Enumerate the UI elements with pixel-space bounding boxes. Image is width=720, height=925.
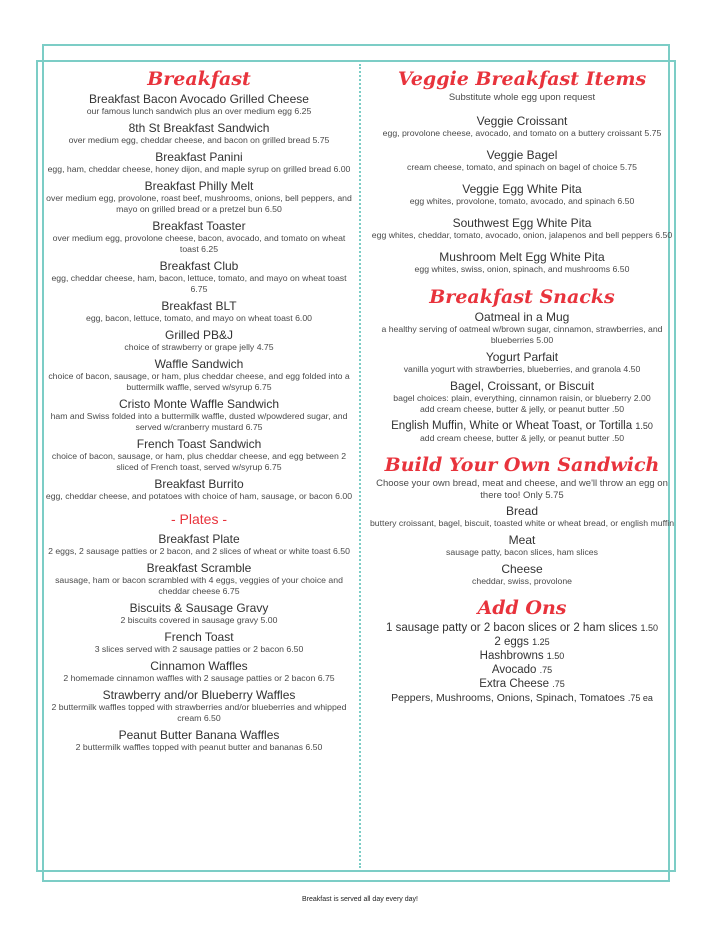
menu-item <box>369 148 675 173</box>
addon-price: 1.50 <box>640 623 658 633</box>
addon-name: 2 eggs <box>494 636 529 648</box>
menu-item <box>44 728 354 753</box>
item-name: French Toast Sandwich <box>136 437 262 451</box>
snacks-heading: Breakfast Snacks <box>429 286 615 308</box>
item-name: Cristo Monte Waffle Sandwich <box>118 397 280 411</box>
addon-name: Hashbrowns <box>479 650 544 662</box>
breakfast-heading: Breakfast <box>147 68 251 90</box>
item-desc: egg, cheddar cheese, ham, bacon, lettuce, tomato, and mayo on wheat toast 6.75 <box>51 273 347 294</box>
item-name: Bagel, Croissant, or Biscuit <box>449 379 595 393</box>
menu-item <box>369 350 675 375</box>
item-desc: 2 buttermilk waffles topped with peanut butter and bananas 6.50 <box>75 742 323 752</box>
item-desc: cheddar, swiss, provolone <box>472 576 572 586</box>
plates-heading: - Plates - <box>170 511 227 527</box>
menu-item <box>44 121 354 146</box>
addon-item <box>369 635 675 649</box>
item-name: Veggie Bagel <box>486 148 558 162</box>
menu-item <box>44 601 354 626</box>
item-desc: egg, provolone cheese, avocado, and tomato on a buttery croissant 5.75 <box>382 128 662 138</box>
item-name: Oatmeal in a Mug <box>474 310 570 324</box>
item-price: 1.50 <box>635 421 653 431</box>
veggie-note: Substitute whole egg upon request <box>448 92 596 103</box>
addon-price: .75 ea <box>627 693 653 703</box>
item-name: Bread <box>505 504 539 518</box>
item-desc: egg, cheddar cheese, and potatoes with choice of ham, sausage, or bacon 6.00 <box>45 491 353 501</box>
item-desc: choice of strawberry or grape jelly 4.75 <box>124 342 274 352</box>
item-desc: buttery croissant, bagel, biscuit, toasted white or wheat bread, or english muffin <box>369 518 675 528</box>
item-desc: egg whites, provolone, tomato, avocado, and spinach 6.50 <box>409 196 635 206</box>
menu-item <box>44 179 354 215</box>
addon-item <box>369 621 675 635</box>
item-desc: 3 slices served with 2 sausage patties or 2 bacon 6.50 <box>94 644 304 654</box>
item-desc: choice of bacon, sausage, or ham, plus cheddar cheese, and egg folded into a buttermilk waffle, served w/syrup 6.75 <box>48 371 350 392</box>
addon-price: .75 <box>552 679 565 689</box>
menu-item <box>44 259 354 295</box>
item-desc: add cream cheese, butter & jelly, or peanut butter .50 <box>419 404 625 414</box>
addon-price: .75 <box>539 665 553 675</box>
item-name: Breakfast Club <box>159 259 239 273</box>
item-desc: egg, ham, cheddar cheese, honey dijon, and maple syrup on grilled bread 6.00 <box>47 164 351 174</box>
item-name: Peanut Butter Banana Waffles <box>118 728 280 742</box>
addon-item <box>369 691 675 705</box>
item-desc: vanilla yogurt with strawberries, blueberries, and granola 4.50 <box>403 364 641 374</box>
addon-price: 1.50 <box>546 651 565 661</box>
item-name: Biscuits & Sausage Gravy <box>129 601 269 615</box>
item-name: Grilled PB&J <box>164 328 234 342</box>
item-name: Cheese <box>501 562 543 576</box>
item-name: Breakfast Plate <box>158 532 240 546</box>
menu-item <box>44 630 354 655</box>
item-name: Breakfast Bacon Avocado Grilled Cheese <box>89 92 309 106</box>
addon-item <box>369 677 675 691</box>
item-desc: over medium egg, provolone cheese, bacon, avocado, and tomato on wheat toast 6.25 <box>52 233 346 254</box>
item-name: Meat <box>508 533 536 547</box>
menu-item <box>369 250 675 275</box>
menu-item <box>44 92 354 117</box>
item-name: French Toast <box>164 630 234 644</box>
item-desc: egg whites, cheddar, tomato, avocado, onion, jalapenos and bell peppers 6.50 <box>371 230 673 240</box>
item-desc: our famous lunch sandwich plus an over medium egg 6.25 <box>86 106 312 116</box>
item-name: Mushroom Melt Egg White Pita <box>439 250 605 264</box>
right-column <box>369 66 675 705</box>
item-desc: 2 biscuits covered in sausage gravy 5.00 <box>120 615 278 625</box>
item-name: Breakfast Panini <box>155 150 243 164</box>
menu-item <box>369 216 675 241</box>
item-name: Breakfast Philly Melt <box>144 179 254 193</box>
item-desc: 2 eggs, 2 sausage patties or 2 bacon, and 2 slices of wheat or white toast 6.50 <box>48 546 350 556</box>
addon-name: Peppers, Mushrooms, Onions, Spinach, Tomatoes <box>391 692 625 704</box>
addon-item <box>369 663 675 677</box>
menu-item <box>44 219 354 255</box>
addon-name: 1 sausage patty or 2 bacon slices or 2 ham slices <box>386 622 638 634</box>
menu-item <box>44 437 354 473</box>
item-desc: sausage, ham or bacon scrambled with 4 eggs, veggies of your choice and cheddar cheese 6.75 <box>55 575 343 596</box>
footer-note: Breakfast is served all day every day! <box>302 896 418 903</box>
item-desc: over medium egg, cheddar cheese, and bacon on grilled bread 5.75 <box>68 135 330 145</box>
item-name: Strawberry and/or Blueberry Waffles <box>102 688 296 702</box>
item-name: Waffle Sandwich <box>154 357 244 371</box>
menu-item <box>44 299 354 324</box>
item-name: Cinnamon Waffles <box>150 659 248 673</box>
item-desc: 2 buttermilk waffles topped with strawberries and/or blueberries and whipped cream 6.50 <box>51 702 347 723</box>
addon-name: Extra Cheese <box>479 678 549 690</box>
item-desc: ham and Swiss folded into a buttermilk waffle, dusted w/powdered sugar, and served w/cranberry mustard 6.75 <box>50 411 348 432</box>
menu-item <box>369 504 675 529</box>
menu-item <box>369 562 675 587</box>
menu-item <box>369 419 675 444</box>
build-note: Choose your own bread, meat and cheese, and we'll throw an egg on there too! Only 5.75 <box>376 478 668 501</box>
menu-item <box>369 310 675 346</box>
menu-item <box>369 182 675 207</box>
item-desc: over medium egg, provolone, roast beef, mushrooms, onions, bell peppers, and mayo on grilled bread or a pretzel bun 6.50 <box>46 193 352 214</box>
item-name: Veggie Egg White Pita <box>462 182 582 196</box>
addon-item <box>369 649 675 663</box>
left-column <box>44 66 354 757</box>
item-name: 8th St Breakfast Sandwich <box>128 121 270 135</box>
menu-item <box>44 477 354 502</box>
menu-item <box>44 397 354 433</box>
item-name: Breakfast Scramble <box>146 561 252 575</box>
menu-item <box>44 688 354 724</box>
item-name: Yogurt Parfait <box>485 350 559 364</box>
menu-item <box>44 561 354 597</box>
item-name: Breakfast BLT <box>161 299 237 313</box>
veggie-heading: Veggie Breakfast Items <box>397 68 647 90</box>
addon-name: Avocado <box>491 664 537 676</box>
item-desc: egg whites, swiss, onion, spinach, and mushrooms 6.50 <box>414 264 630 274</box>
item-name: Breakfast Toaster <box>152 219 246 233</box>
addons-heading: Add Ons <box>477 597 567 619</box>
build-heading: Build Your Own Sandwich <box>384 454 660 476</box>
item-desc: egg, bacon, lettuce, tomato, and mayo on wheat toast 6.00 <box>85 313 313 323</box>
menu-item <box>369 114 675 139</box>
item-desc: sausage patty, bacon slices, ham slices <box>446 547 598 557</box>
menu-item <box>44 357 354 393</box>
item-desc: add cream cheese, butter & jelly, or peanut butter .50 <box>419 433 625 443</box>
menu-item <box>44 532 354 557</box>
item-desc: choice of bacon, sausage, or ham, plus cheddar cheese, and egg between 2 sliced of French toast, served w/syrup 6.75 <box>51 451 347 472</box>
item-name-text: English Muffin, White or Wheat Toast, or Tortilla <box>391 420 633 432</box>
item-desc: 2 homemade cinnamon waffles with 2 sausage patties or 2 bacon 6.75 <box>63 673 335 683</box>
menu-item <box>44 659 354 684</box>
item-desc: a healthy serving of oatmeal w/brown sugar, cinnamon, strawberries, and blueberries 5.00 <box>381 324 663 345</box>
addon-price: 1.25 <box>532 637 550 647</box>
item-name: Breakfast Burrito <box>154 477 244 491</box>
menu-item <box>44 150 354 175</box>
item-name: Veggie Croissant <box>476 114 568 128</box>
menu-item <box>369 533 675 558</box>
item-desc: cream cheese, tomato, and spinach on bagel of choice 5.75 <box>407 162 637 172</box>
item-name: Southwest Egg White Pita <box>452 216 592 230</box>
item-desc: bagel choices: plain, everything, cinnamon raisin, or blueberry 2.00 <box>393 393 651 403</box>
item-name <box>369 419 675 433</box>
menu-item <box>369 379 675 415</box>
menu-item <box>44 328 354 353</box>
column-divider <box>359 64 361 868</box>
